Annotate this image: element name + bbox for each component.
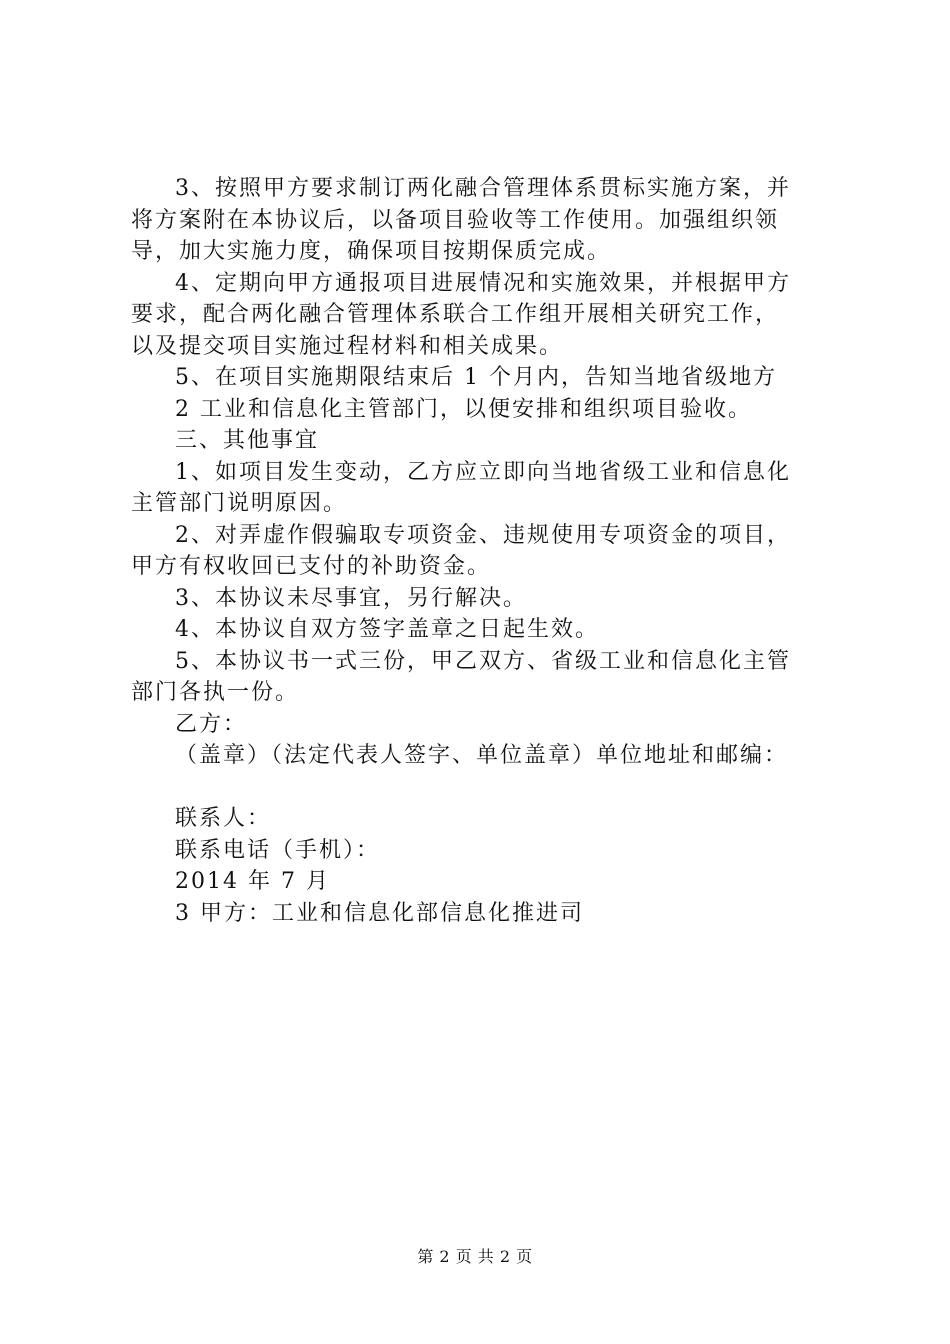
paragraph-line: 导，加大实施力度，确保项目按期保质完成。 — [131, 239, 612, 264]
paragraph-line: 4、定期向甲方通报项目进展情况和实施效果，并根据甲方 — [175, 270, 791, 296]
paragraph-line: 2、对弄虚作假骗取专项资金、违规使用专项资金的项目， — [175, 522, 791, 548]
document-body — [131, 173, 831, 929]
paragraph-line: 将方案附在本协议后，以备项目验收等工作使用。加强组织领 — [131, 207, 780, 233]
party-a-line: 3 甲方：工业和信息化部信息化推进司 — [175, 900, 584, 926]
date-line: 2014 年 7 月 — [175, 869, 330, 894]
paragraph-line: 3、本协议未尽事宜，另行解决。 — [175, 585, 527, 611]
paragraph-line: 5、本协议书一式三份，甲乙双方、省级工业和信息化主管 — [175, 648, 791, 674]
contact-phone-label: 联系电话（手机）： — [175, 837, 381, 863]
paragraph-line: 以及提交项目实施过程材料和相关成果。 — [131, 333, 564, 359]
contact-person-label: 联系人： — [175, 806, 272, 831]
blank-line — [131, 772, 831, 804]
section-heading: 三、其他事宜 — [175, 428, 320, 453]
signature-line: （盖章）（法定代表人签字、单位盖章）单位地址和邮编： — [175, 743, 789, 768]
paragraph-line: 主管部门说明原因。 — [131, 491, 348, 516]
page-footer: 第 2 页 共 2 页 — [417, 1247, 533, 1266]
paragraph-line: 1、如项目发生变动，乙方应立即向当地省级工业和信息化 — [175, 459, 791, 485]
party-b-label: 乙方： — [175, 711, 248, 737]
paragraph-line: 3、按照甲方要求制订两化融合管理体系贯标实施方案，并 — [175, 176, 791, 201]
paragraph-line: 甲方有权收回已支付的补助资金。 — [131, 554, 492, 579]
paragraph-line: 部门各执一份。 — [131, 680, 300, 705]
paragraph-line: 5、在项目实施期限结束后 1 个月内，告知当地省级地方 — [175, 365, 777, 390]
paragraph-line: 要求，配合两化融合管理体系联合工作组开展相关研究工作， — [131, 302, 780, 327]
paragraph-line: 4、本协议自双方签字盖章之日起生效。 — [175, 617, 599, 642]
paragraph-line: 2 工业和信息化主管部门，以便安排和组织项目验收。 — [175, 396, 752, 422]
